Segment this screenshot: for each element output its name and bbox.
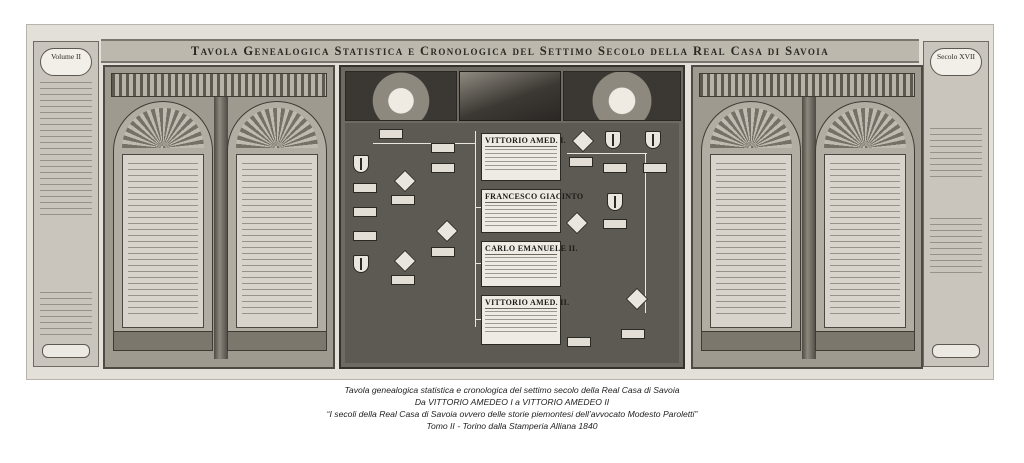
left-arch-cornice — [111, 73, 327, 97]
left-column-notes — [40, 292, 92, 340]
genealogy-card-4: VITTORIO AMED. II. — [481, 295, 561, 345]
left-column-text — [40, 82, 92, 218]
name-tag — [391, 195, 415, 205]
century-label: Secolo XVII — [930, 48, 982, 76]
coat-of-arms-shield — [645, 131, 661, 149]
name-tag — [603, 163, 627, 173]
name-tag — [603, 219, 627, 229]
genealogy-card-2: FRANCESCO GIACINTO — [481, 189, 561, 233]
name-tag — [431, 247, 455, 257]
lozenge-arms — [394, 170, 417, 193]
caption-line-1: Tavola genealogica statistica e cronologica del settimo secolo della Real Casa di Savoia — [344, 385, 680, 395]
left-arch-frame — [103, 65, 335, 369]
central-engraved-scene — [459, 71, 561, 121]
name-tag — [353, 207, 377, 217]
niche-base — [816, 331, 914, 350]
right-column-notes — [930, 218, 982, 278]
niche-text-panel — [122, 154, 204, 328]
family-tree — [345, 123, 679, 363]
right-niche-1 — [701, 101, 801, 351]
niche-shell-ornament — [710, 108, 792, 148]
tree-line — [373, 143, 475, 144]
coat-of-arms-shield — [353, 255, 369, 273]
niche-base — [702, 331, 800, 350]
name-tag — [643, 163, 667, 173]
left-foot-label — [42, 344, 90, 358]
genealogy-card-1: VITTORIO AMED. I. — [481, 133, 561, 181]
niche-base — [228, 331, 326, 350]
lozenge-arms — [572, 130, 595, 153]
left-trophy-ornament — [345, 71, 457, 121]
niche-base — [114, 331, 212, 350]
plate-title-band — [101, 39, 919, 63]
plate-title: Tavola Genealogica Statistica e Cronologica del Settimo Secolo della Real Casa di Savoia — [190, 43, 830, 58]
left-arch-pillar — [214, 97, 228, 359]
right-arch-frame — [691, 65, 923, 369]
right-side-column — [923, 41, 989, 367]
genealogy-card-3: CARLO EMANUELE II. — [481, 241, 561, 287]
volume-label: Volume II — [40, 48, 92, 76]
name-tag — [353, 183, 377, 193]
lozenge-arms — [394, 250, 417, 273]
name-tag — [621, 329, 645, 339]
right-column-text — [930, 128, 982, 180]
coat-of-arms-shield — [353, 155, 369, 173]
niche-shell-ornament — [122, 108, 204, 148]
right-niche-2 — [815, 101, 915, 351]
left-niche-1 — [113, 101, 213, 351]
left-niche-2 — [227, 101, 327, 351]
tree-line — [475, 131, 476, 327]
right-arch-pillar — [802, 97, 816, 359]
tree-line — [645, 153, 646, 313]
image-caption — [0, 384, 1024, 432]
right-trophy-ornament — [563, 71, 681, 121]
name-tag — [567, 337, 591, 347]
coat-of-arms-shield — [605, 131, 621, 149]
name-tag — [391, 275, 415, 285]
lozenge-arms — [436, 220, 459, 243]
name-tag — [353, 231, 377, 241]
left-side-column — [33, 41, 99, 367]
niche-shell-ornament — [824, 108, 906, 148]
caption-line-2: Da VITTORIO AMEDEO I a VITTORIO AMEDEO II — [414, 397, 610, 407]
niche-text-panel — [710, 154, 792, 328]
niche-text-panel — [824, 154, 906, 328]
niche-shell-ornament — [236, 108, 318, 148]
tree-line — [567, 153, 647, 154]
genealogy-board — [339, 65, 685, 369]
caption-line-4: Tomo II - Torino dalla Stamperia Alliana 1840 — [426, 421, 598, 431]
name-tag — [379, 129, 403, 139]
name-tag — [431, 143, 455, 153]
engraved-plate — [26, 24, 994, 380]
coat-of-arms-shield — [607, 193, 623, 211]
name-tag — [431, 163, 455, 173]
caption-line-3: “I secoli della Real Casa di Savoia ovvero delle storie piemontesi dell’avvocato Modesto Paroletti” — [326, 409, 698, 419]
name-tag — [569, 157, 593, 167]
niche-text-panel — [236, 154, 318, 328]
right-foot-label — [932, 344, 980, 358]
lozenge-arms — [566, 212, 589, 235]
right-arch-cornice — [699, 73, 915, 97]
